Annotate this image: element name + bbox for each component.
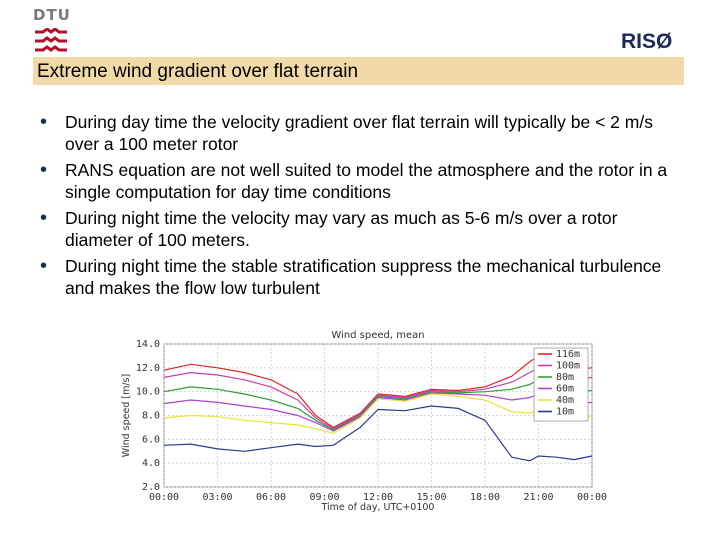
bullet-item: [40, 111, 690, 155]
x-axis-label: Time of day, UTC+0100: [321, 502, 435, 513]
dtu-logo-text: DTU: [33, 6, 71, 24]
bullet-text: During night time the stable stratification suppress the mechanical turbulence and makes the flow low turbulent: [65, 256, 662, 298]
riso-logo: RISØ: [621, 30, 673, 53]
y-axis-label: Wind speed [m/s]: [121, 373, 132, 458]
bullet-dot-icon: •: [40, 159, 48, 181]
bullet-dot-icon: •: [40, 207, 48, 229]
legend-label: 100m: [556, 360, 581, 372]
x-tick-label: 09:00: [309, 492, 340, 503]
y-tick-label: 8.0: [141, 410, 160, 422]
bullet-item: [40, 159, 690, 203]
x-tick-label: 15:00: [416, 492, 447, 503]
bullet-text: RANS equation are not well suited to model the atmosphere and the rotor in a single computation for day time conditions: [65, 160, 668, 202]
bullet-dot-icon: •: [40, 255, 48, 277]
bullet-text: During day time the velocity gradient over flat terrain will typically be < 2 m/s over a 100 meter rotor: [65, 112, 653, 154]
chart-title: Wind speed, mean: [331, 330, 425, 341]
legend-label: 10m: [556, 406, 575, 418]
legend-label: 40m: [556, 395, 575, 406]
x-tick-label: 00:00: [576, 492, 608, 503]
title-bar: [33, 57, 684, 85]
legend-label: 116m: [556, 349, 581, 360]
bullet-item: [40, 207, 690, 251]
wind-speed-chart: [112, 326, 617, 516]
dtu-logo: [33, 6, 73, 54]
y-tick-label: 2.0: [141, 482, 160, 493]
bullet-item: [40, 255, 690, 299]
bullet-dot-icon: •: [40, 111, 48, 133]
bullet-text: During night time the velocity may vary as much as 5-6 m/s over a rotor diameter of 100 meters.: [65, 208, 618, 250]
x-tick-label: 00:00: [148, 492, 180, 503]
y-tick-label: 14.0: [135, 339, 160, 350]
y-tick-label: 10.0: [135, 386, 160, 398]
slide-title: Extreme wind gradient over flat terrain: [37, 61, 359, 82]
y-tick-label: 12.0: [135, 362, 160, 374]
x-tick-label: 21:00: [523, 492, 554, 503]
legend-label: 80m: [556, 372, 575, 383]
dtu-logo-mark-icon: [33, 28, 69, 56]
bullet-list: [40, 111, 690, 303]
chart-svg: [112, 326, 617, 516]
x-tick-label: 18:00: [469, 492, 501, 503]
x-tick-label: 03:00: [202, 492, 233, 503]
legend-label: 60m: [556, 383, 575, 395]
y-tick-label: 4.0: [141, 458, 160, 470]
x-tick-label: 06:00: [255, 492, 287, 503]
x-tick-label: 12:00: [362, 492, 394, 503]
y-tick-label: 6.0: [141, 434, 160, 446]
